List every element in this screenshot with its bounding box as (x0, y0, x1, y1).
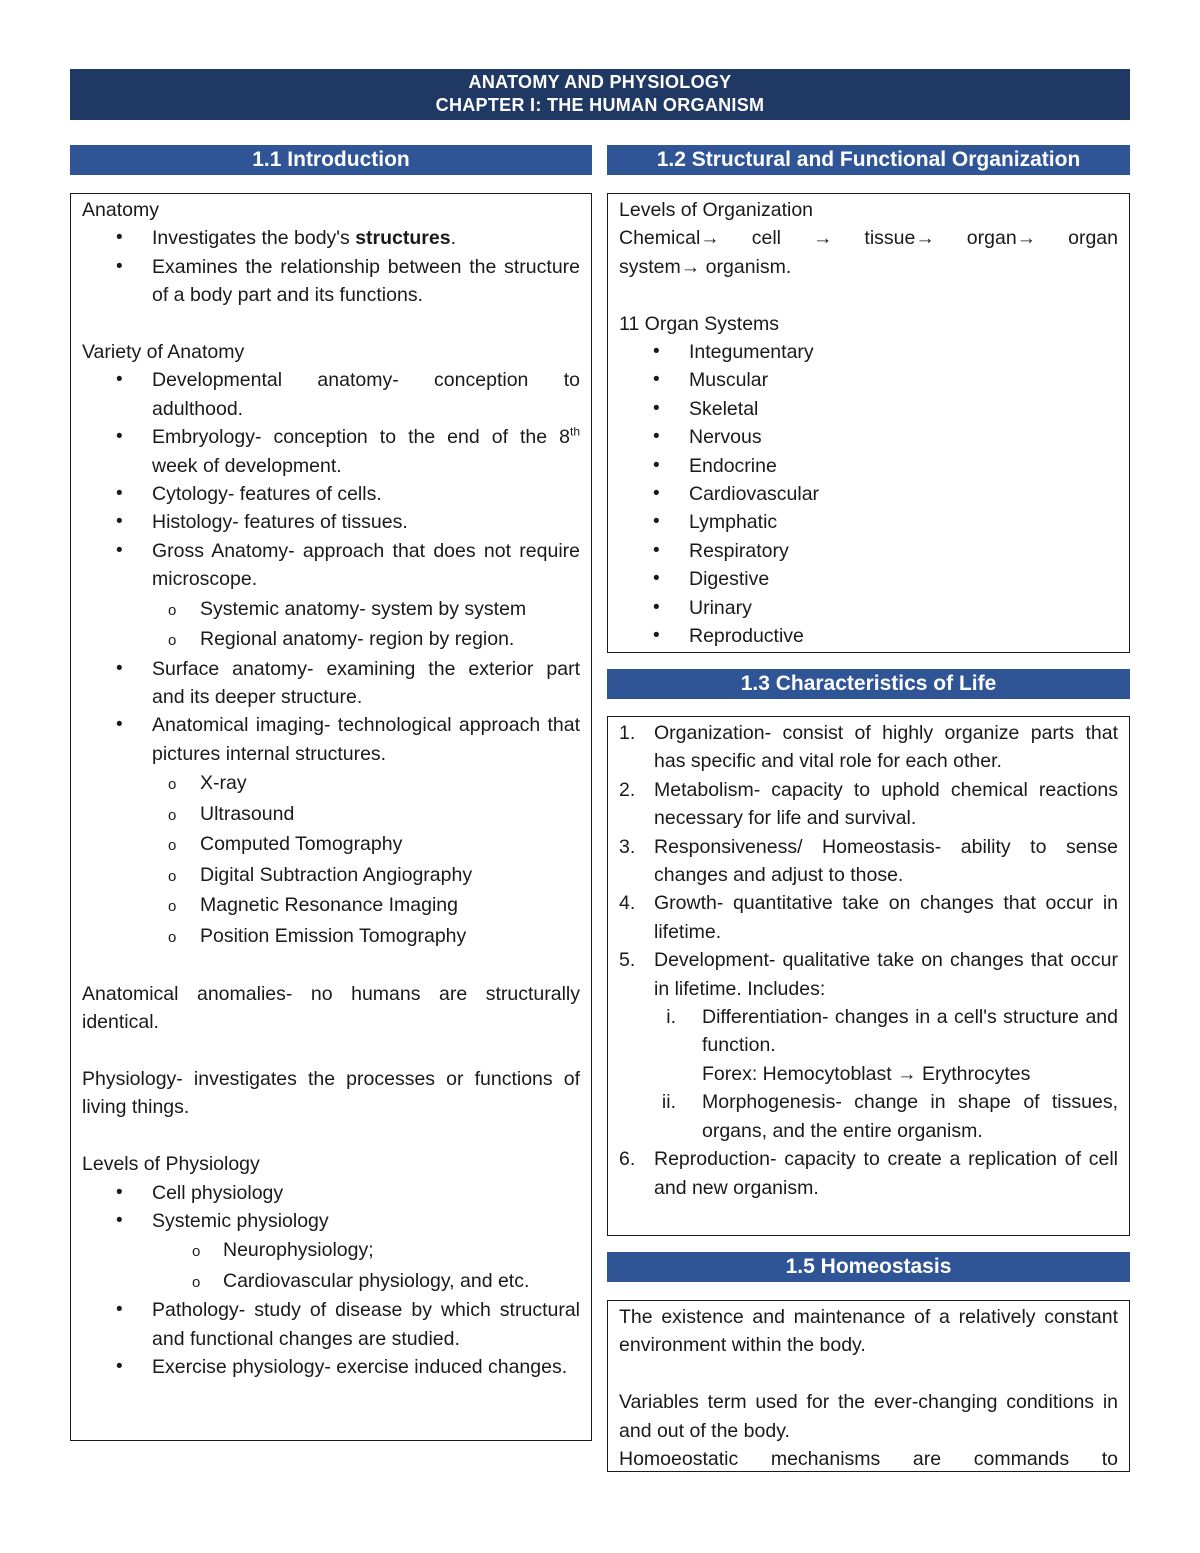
physiology-levels-list (82, 1179, 580, 1382)
section-heading-characteristics: 1.3 Characteristics of Life (607, 669, 1130, 699)
list-item: 2. Metabolism- capacity to uphold chemical reactions necessary for life and survival. (619, 778, 1118, 830)
anatomy-list (82, 224, 580, 309)
sublist-item: i. Differentiation- changes in a cell's structure and function. (666, 1006, 1118, 1057)
sublist-item: ii. Morphogenesis- change in shape of tissues, organs, and the entire organism. (661, 1091, 1118, 1142)
list-item: • Developmental anatomy- conception to adulthood. (82, 366, 580, 423)
list-item: • Exercise physiology- exercise induced changes. (82, 1353, 580, 1381)
levels-of-physiology-label: Levels of Physiology (82, 1153, 260, 1176)
organ-system-item: • Urinary (619, 594, 1118, 622)
systemic-physiology-sublist (152, 1235, 580, 1296)
list-item: 4. Growth- quantitative take on changes that occur in lifetime. (619, 892, 1118, 943)
organ-system-item: • Reproductive (619, 622, 1118, 650)
document-title-bar (70, 69, 1130, 120)
gross-anatomy-sublist (152, 594, 580, 655)
list-item: • Gross Anatomy- approach that does not require microscope. o Systemic anatomy- system by system o Regional anatomy- region by region. (82, 537, 580, 655)
sublist-item: o Ultrasound (152, 799, 580, 830)
emphasis-structures: structures (355, 227, 451, 250)
list-item: • Histology- features of tissues. (82, 508, 580, 536)
homeostasis-box (607, 1300, 1130, 1472)
section-heading-organization: 1.2 Structural and Functional Organization (607, 145, 1130, 175)
sublist-item: o Neurophysiology; (152, 1235, 580, 1266)
sublist-item: o Cardiovascular physiology, and etc. (152, 1266, 580, 1297)
organ-system-item: • Skeletal (619, 395, 1118, 423)
organ-system-item: • Integumentary (619, 338, 1118, 366)
list-item: • Cell physiology (82, 1179, 580, 1207)
characteristics-list (619, 719, 1118, 1202)
organization-chain-line1: Chemical→ cell → tissue→ organ→ organ (619, 227, 1118, 250)
sublist-item: o X-ray (152, 768, 580, 799)
sublist-item: o Regional anatomy- region by region. (152, 624, 580, 655)
sublist-item: o Systemic anatomy- system by system (152, 594, 580, 625)
list-item: • Embryology- conception to the end of the 8th week of development. (82, 423, 580, 480)
organization-box (607, 193, 1130, 653)
homeostasis-definition: The existence and maintenance of a relatively constant environment within the body. (619, 1306, 1118, 1357)
development-sublist (654, 1003, 1118, 1060)
organ-system-item: • Respiratory (619, 537, 1118, 565)
section-heading-introduction: 1.1 Introduction (70, 145, 592, 175)
list-item: 5. Development- qualitative take on changes that occur in lifetime. Includes: i. Differentiation- changes in a cell's structure and function. Forex: Hemocytoblast → Erythrocytes ii. Morphogenesis- change in shape of tissues, organs, and the entire organism. (619, 946, 1118, 1145)
levels-of-organization-label: Levels of Organization (619, 199, 814, 221)
mechanisms-paragraph: Homoeostatic mechanisms are commands to (619, 1448, 1118, 1471)
organ-system-item: • Lymphatic (619, 508, 1118, 536)
organ-system-item: • Cardiovascular (619, 480, 1118, 508)
anomalies-paragraph: Anatomical anomalies- no humans are structurally identical. (82, 982, 580, 1034)
variety-list (82, 366, 580, 951)
sublist-item: o Digital Subtraction Angiography (152, 860, 580, 891)
variety-label: Variety of Anatomy (82, 341, 245, 364)
chapter-title: CHAPTER I: THE HUMAN ORGANISM (435, 95, 765, 115)
sublist-item: o Position Emission Tomography (152, 921, 580, 952)
list-item: • Anatomical imaging- technological approach that pictures internal structures. o X-ray o Ultrasound o Computed Tomography o Digital Subtraction Angiography o Magnetic Resonance Imaging o Position Emission Tomography (82, 711, 580, 951)
imaging-sublist (152, 768, 580, 951)
list-item: 1. Organization- consist of highly organize parts that has specific and vital role for each other. (619, 722, 1118, 773)
characteristics-box (607, 716, 1130, 1236)
list-item: 3. Responsiveness/ Homeostasis- ability to sense changes and adjust to those. (619, 835, 1118, 887)
organ-system-item: • Nervous (619, 423, 1118, 451)
forex-example: Forex: Hemocytoblast → Erythrocytes (702, 1062, 1031, 1085)
list-item: 6. Reproduction- capacity to create a replication of cell and new organism. (619, 1148, 1118, 1199)
sublist-item: o Computed Tomography (152, 829, 580, 860)
variables-paragraph: Variables term used for the ever-changing conditions in and out of the body. (619, 1391, 1118, 1442)
list-item: • Examines the relationship between the structure of a body part and its functions. (82, 253, 580, 310)
sublist-item: o Magnetic Resonance Imaging (152, 890, 580, 921)
list-item: • Surface anatomy- examining the exterior part and its deeper structure. (82, 655, 580, 712)
document-title: ANATOMY AND PHYSIOLOGY (468, 72, 732, 92)
list-item: • Cytology- features of cells. (82, 480, 580, 508)
physiology-paragraph: Physiology- investigates the processes or functions of living things. (82, 1067, 580, 1119)
list-item: • Systemic physiology o Neurophysiology; o Cardiovascular physiology, and etc. (82, 1207, 580, 1296)
organization-chain-line2: system→ organism. (619, 255, 792, 278)
organ-systems-list (619, 338, 1118, 650)
list-item: • Pathology- study of disease by which structural and functional changes are studied. (82, 1296, 580, 1353)
organ-system-item: • Digestive (619, 565, 1118, 593)
list-item: • Investigates the body's structures. (82, 224, 580, 252)
section-heading-homeostasis: 1.5 Homeostasis (607, 1252, 1130, 1282)
organ-systems-label: 11 Organ Systems (619, 312, 780, 335)
organ-system-item: • Muscular (619, 366, 1118, 394)
organ-system-item: • Endocrine (619, 452, 1118, 480)
anatomy-label: Anatomy (82, 199, 159, 221)
introduction-box (70, 193, 592, 1441)
